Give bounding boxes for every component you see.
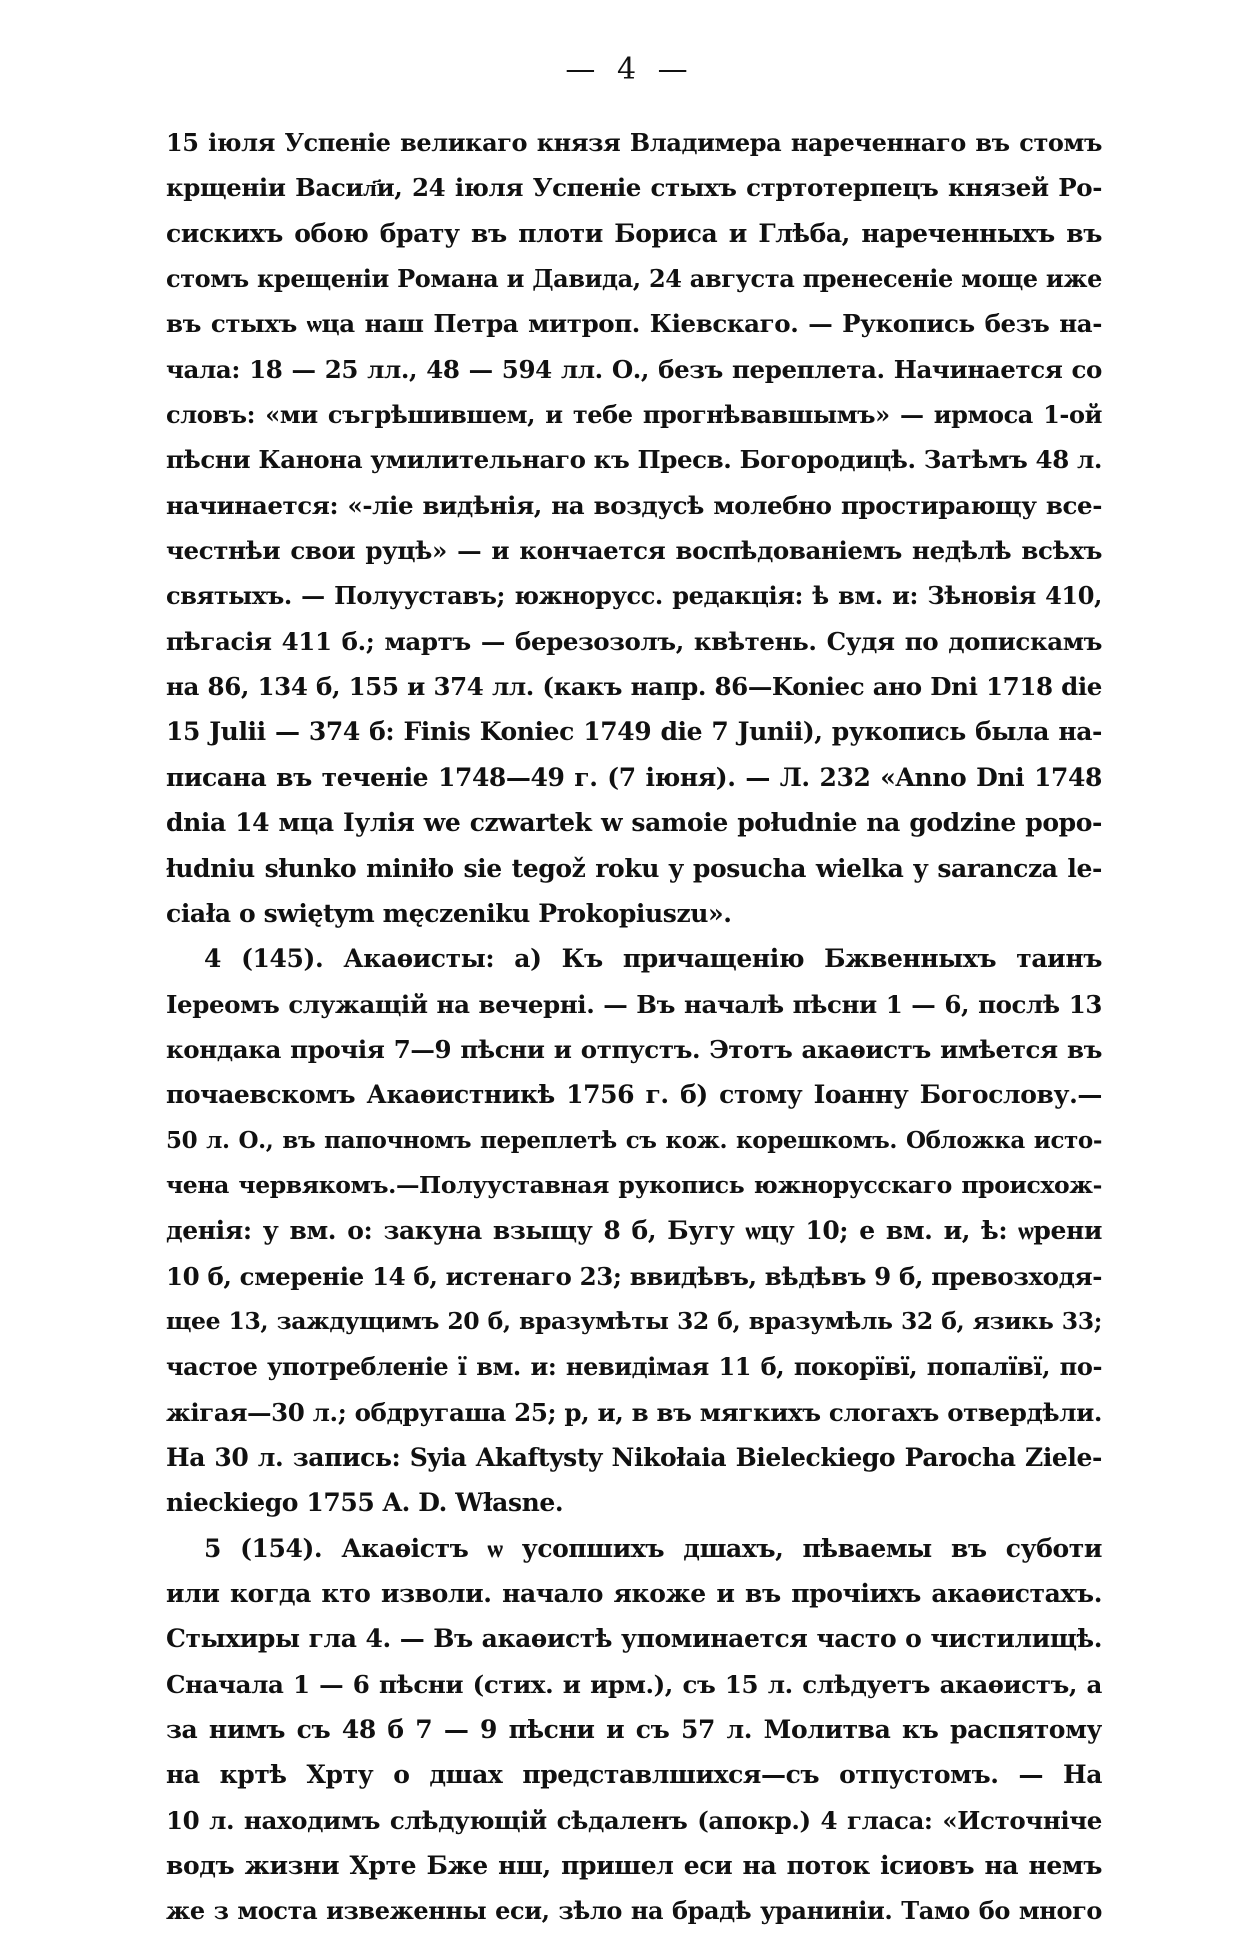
text-line: 10 л. находимъ слѣдующій сѣдаленъ (апокр.) 4 гласа: «Источніче [166,1805,1102,1835]
text-line: чала: 18 — 25 лл., 48 — 594 лл. О., безъ переплета. Начинается со [166,354,1102,384]
text-line: ciała o swiętym męczeniku Prokopiuszu». [166,898,732,928]
text-line: На 30 л. запись: Syia Akaftysty Nikołaia Bieleckiego Parocha Ziele- [166,1442,1102,1472]
text-line: 15 Julii — 374 б: Finis Koniec 1749 die 7 Junii), рукопись была на- [166,717,1102,747]
text-line: въ стыхъ ѡца наш Петра митроп. Кіевскаго. — Рукопись безъ на- [166,309,1102,339]
text-line: łudniu słunko miniło sie tegož roku y posucha wielka y sarancza le- [166,853,1102,883]
text-line: крщеніи Васил҃и, 24 іюля Успеніе стыхъ стртотерпецъ князей Ро- [166,173,1102,203]
text-line: чена червякомъ.—Полууставная рукопись южнорусскаго происхож- [166,1170,1102,1199]
text-line: Сначала 1 — 6 пѣсни (стих. и ирм.), съ 15 л. слѣдуетъ акаѳистъ, а [166,1669,1102,1699]
text-line: пѣгасія 411 б.; мартъ — березозолъ, квѣтень. Судя по допискамъ [166,626,1102,656]
text-line: nieckiego 1755 A. D. Własne. [166,1488,564,1518]
text-line: dnia 14 мца Іулія we czwartek w samoie południe na godzine popo- [166,808,1102,838]
text-line: 50 л. О., въ папочномъ переплетѣ съ кож. корешкомъ. Обложка исто- [166,1126,1102,1154]
text-line: жігая—30 л.; обдругаша 25; р, и, в въ мягкихъ слогахъ отвердѣли. [166,1397,1102,1427]
text-line: святыхъ. — Полууставъ; южнорусс. редакція: ѣ вм. и: Зѣновія 410, [166,581,1102,611]
text-line: стомъ крещеніи Романа и Давида, 24 августа пренесеніе моще иже [166,264,1102,294]
text-line: пѣсни Канона умилительнаго къ Пресв. Богородицѣ. Затѣмъ 48 л. [166,445,1102,475]
text-line: на 86, 134 б, 155 и 374 лл. (какъ напр. 86—Koniec ано Dni 1718 die [166,672,1102,702]
text-line: Іереомъ служащій на вечерні. — Въ началѣ пѣсни 1 — 6, послѣ 13 [166,989,1102,1019]
text-line: денія: у вм. о: закуна взыщу 8 б, Бугу ѡцу 10; е вм. и, ѣ: ѡрени [166,1216,1102,1246]
text-line: или когда кто изволи. начало якоже и въ прочіихъ акаѳистахъ. [166,1579,1102,1608]
text-line: почаевскомъ Акаѳистникѣ 1756 г. б) стому Іоанну Богослову.— [166,1080,1102,1110]
text-line: 4 (145). Акаѳисты: а) Къ причащенію Бжвенныхъ таинъ [204,944,1102,974]
text-line: честнѣи свои руцѣ» — и кончается воспѣдованіемъ недѣлѣ всѣхъ [166,536,1102,566]
text-line: же з моста извеженны еси, зѣло на брадѣ ураниніи. Тамо бо много [166,1896,1102,1926]
text-line: начинается: «-ліе видѣнія, на воздусѣ молебно простирающу все- [166,490,1102,520]
text-line: на кртѣ Хрту о дшах представлшихся—съ отпустомъ. — На [166,1760,1102,1790]
text-line: писана въ теченіе 1748—49 г. (7 іюня). — Л. 232 «Anno Dni 1748 [166,762,1102,792]
text-line: 10 б, смереніе 14 б, истенаго 23; ввидѣвъ, вѣдѣвъ 9 б, превозходя- [166,1261,1102,1291]
text-line: сискихъ обою брату въ плоти Бориса и Глѣба, нареченныхъ въ [166,218,1102,248]
text-line: щее 13, заждущимъ 20 б, вразумѣты 32 б, вразумѣль 32 б, язикь 33; [166,1306,1102,1335]
text-line: кондака прочія 7—9 пѣсни и отпустъ. Этотъ акаѳистъ имѣется въ [166,1034,1102,1064]
text-line: Стыхиры гла 4. — Въ акаѳистѣ упоминается часто о чистилищѣ. [166,1624,1102,1654]
text-line: частое употребленіе ї вм. и: невидімая 11 б, покорївї, попалївї, по- [166,1352,1102,1382]
text-line: 15 іюля Успеніе великаго князя Владимера нареченнаго въ стомъ [166,128,1102,157]
text-line: словъ: «ми съгрѣшившем, и тебе прогнѣвавшымъ» — ирмоса 1-ой [166,400,1102,430]
text-line: водъ жизни Хрте Бже нш, пришел еси на поток ісиовъ на немъ [166,1851,1102,1881]
text-line: 5 (154). Акаѳістъ ѡ усопшихъ дшахъ, пѣваемы въ суботи [204,1533,1102,1563]
text-line: за нимъ съ 48 б 7 — 9 пѣсни и съ 57 л. Молитва къ распятому [166,1715,1102,1745]
body-text [166,120,1102,1934]
page-number: — 4 — [565,52,694,87]
